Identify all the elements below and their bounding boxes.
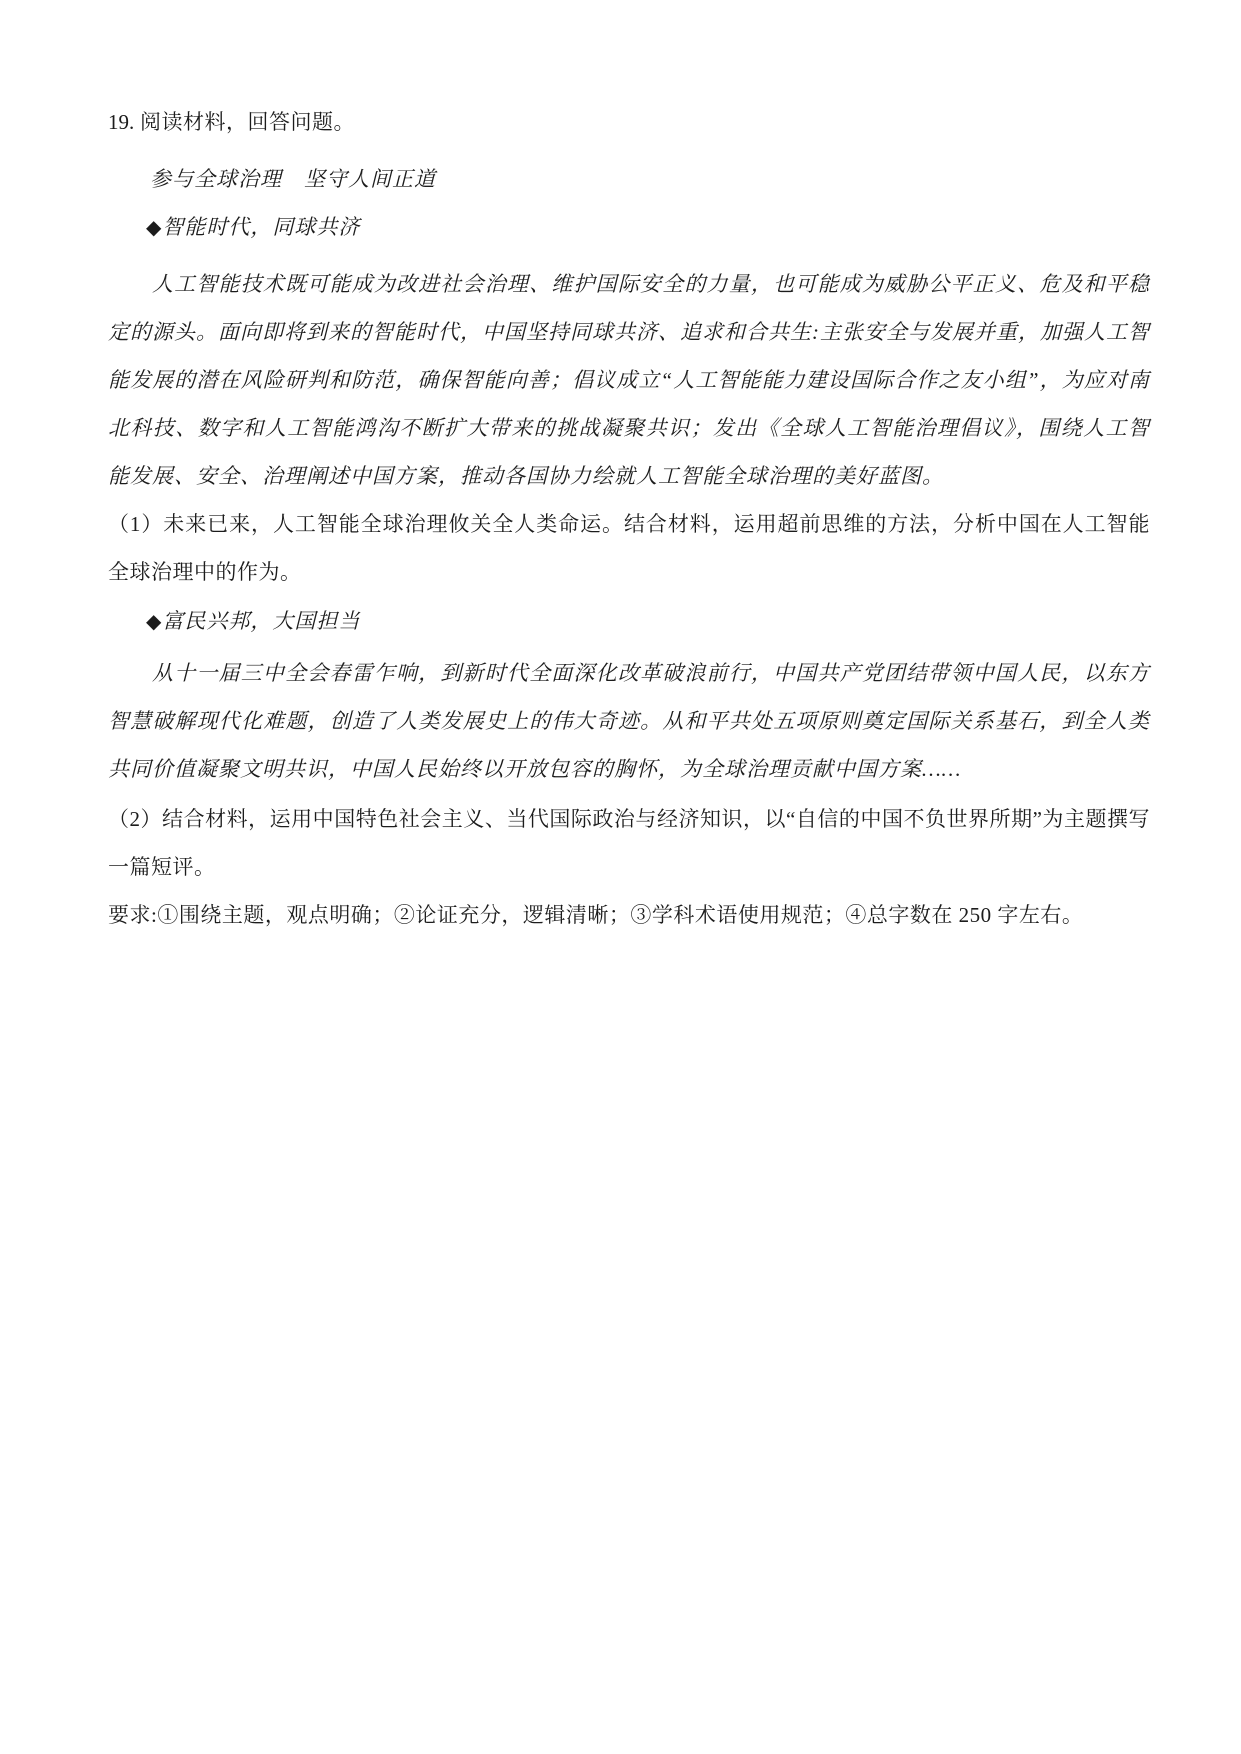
document-content [108, 98, 1150, 939]
section1-header [108, 203, 1150, 252]
diamond-icon: ◆ [146, 217, 163, 239]
question-intro: 阅读材料，回答问题。 [140, 110, 355, 134]
material-title: 参与全球治理 坚守人间正道 [150, 167, 436, 191]
section2-header [108, 597, 1150, 646]
diamond-icon: ◆ [146, 611, 163, 633]
material-paragraph-2: 从十一届三中全会春雷乍响，到新时代全面深化改革破浪前行，中国共产党团结带领中国人民，以东方智慧破解现代化难题，创造了人类发展史上的伟大奇迹。从和平共处五项原则奠定国际关系基石，到全人类共同价值凝聚文明共识，中国人民始终以开放包容的胸怀，为全球治理贡献中国方案…… [108, 661, 1150, 781]
material-paragraph-1: 人工智能技术既可能成为改进社会治理、维护国际安全的力量，也可能成为威胁公平正义、危及和平稳定的源头。面向即将到来的智能时代，中国坚持同球共济、追求和合共生:主张安全与发展并重，加强人工智能发展的潜在风险研判和防范，确保智能向善；倡议成立“人工智能能力建设国际合作之友小组”，为应对南北科技、数字和人工智能鸿沟不断扩大带来的挑战凝聚共识；发出《全球人工智能治理倡议》，围绕人工智能发展、安全、治理阐述中国方案，推动各国协力绘就人工智能全球治理的美好蓝图。 [108, 272, 1150, 488]
section2-header-label: 富民兴邦，大国担当 [162, 609, 361, 633]
sub-question-2: （2）结合材料，运用中国特色社会主义、当代国际政治与经济知识，以“自信的中国不负世界所期”为主题撰写一篇短评。 [108, 807, 1150, 879]
section1-header-label: 智能时代，同球共济 [162, 215, 361, 239]
requirements-line: 要求:①围绕主题，观点明确；②论证充分，逻辑清晰；③学科术语使用规范；④总字数在 250 字左右。 [108, 903, 1084, 927]
sub-question-1: （1）未来已来，人工智能全球治理攸关全人类命运。结合材料，运用超前思维的方法，分析中国在人工智能全球治理中的作为。 [108, 512, 1150, 584]
question-stem [108, 98, 1150, 146]
question-number: 19. [108, 110, 135, 134]
